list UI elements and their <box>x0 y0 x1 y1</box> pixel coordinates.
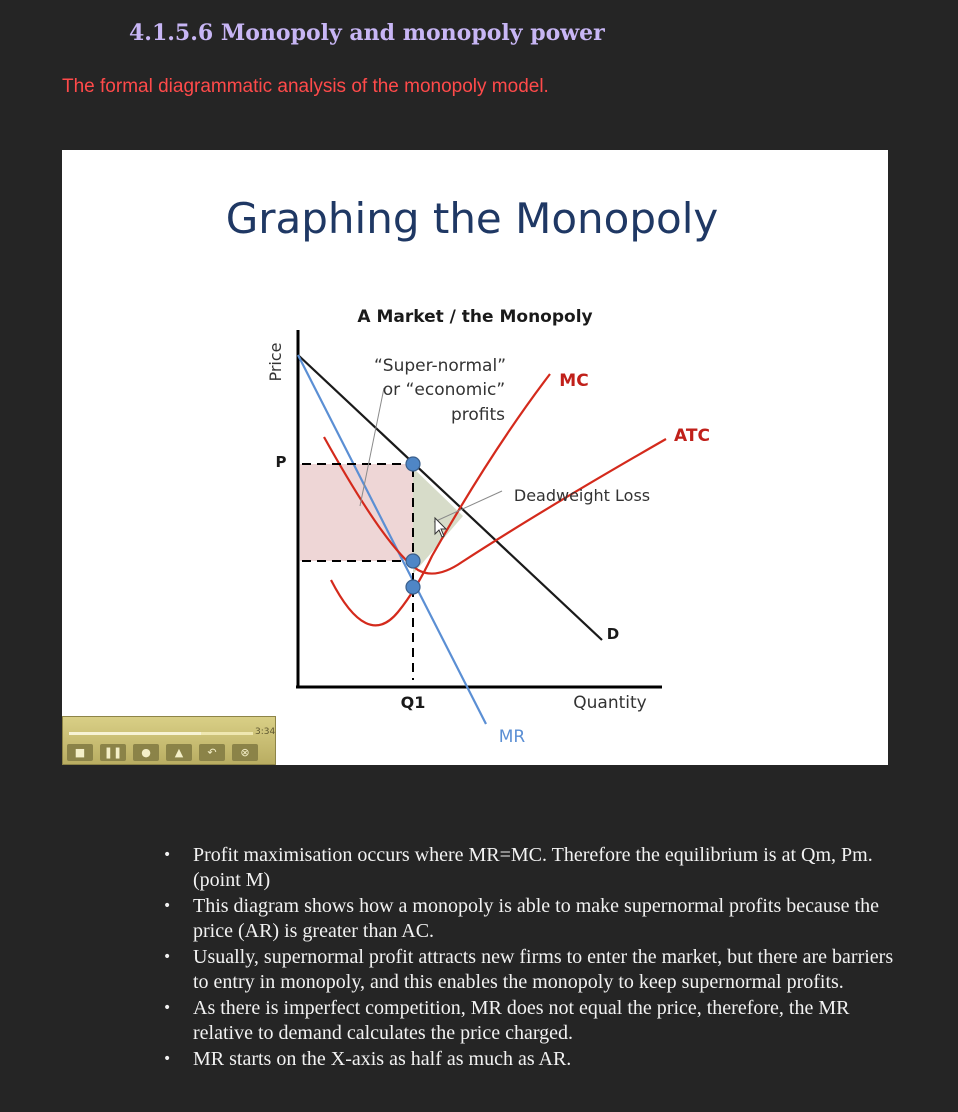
monopoly-slide <box>62 150 888 765</box>
page-heading: 4.1.5.6 Monopoly and monopoly power <box>129 20 605 46</box>
atc-label: ATC <box>674 426 710 446</box>
seek-progress <box>69 732 201 735</box>
point-price <box>406 457 420 471</box>
deadweight-note: Deadweight Loss <box>513 486 651 505</box>
profit-note-line-3: profits <box>450 405 506 425</box>
profit-note-line-2: or “economic” <box>382 380 506 400</box>
explanation-list <box>0 843 900 1073</box>
monopoly-diagram <box>62 150 888 765</box>
list-item: • This diagram shows how a monopoly is able to make supernormal profits because the price (AR) is greater than AC. <box>193 894 900 944</box>
slide-title: Graphing the Monopoly <box>225 194 719 243</box>
profit-note-line-1: “Super-normal” <box>373 356 507 376</box>
diagram-heading: A Market / the Monopoly <box>357 307 593 327</box>
y-axis-label: Price <box>266 342 285 382</box>
price-tick-label: P <box>275 453 287 471</box>
stop-icon[interactable]: ■ <box>67 744 93 761</box>
undo-icon[interactable]: ↶ <box>199 744 225 761</box>
pause-icon[interactable]: ❚❚ <box>100 744 126 761</box>
quantity-tick-label: Q1 <box>400 693 426 712</box>
eject-icon[interactable]: ▲ <box>166 744 192 761</box>
point-atc <box>406 554 420 568</box>
point-mr-mc <box>406 580 420 594</box>
media-player <box>62 716 276 765</box>
playback-time: 3:34 <box>255 727 276 737</box>
list-item: • Profit maximisation occurs where MR=MC. Therefore the equilibrium is at Qm, Pm. (point M) <box>193 843 900 893</box>
mr-label: MR <box>498 727 526 747</box>
microphone-icon[interactable]: ● <box>133 744 159 761</box>
player-controls <box>67 744 258 761</box>
list-item: • MR starts on the X-axis as half as much as AR. <box>193 1047 900 1072</box>
list-item: • As there is imperfect competition, MR does not equal the price, therefore, the MR relative to demand calculates the price charged. <box>193 996 900 1046</box>
page-subtitle: The formal diagrammatic analysis of the monopoly model. <box>62 76 549 97</box>
demand-label: D <box>606 625 620 643</box>
list-item: • Usually, supernormal profit attracts new firms to enter the market, but there are barriers to entry in monopoly, and this enables the monopoly to keep supernormal profits. <box>193 945 900 995</box>
close-icon[interactable]: ⊗ <box>232 744 258 761</box>
x-axis-label: Quantity <box>573 693 647 713</box>
mc-label: MC <box>559 371 589 391</box>
